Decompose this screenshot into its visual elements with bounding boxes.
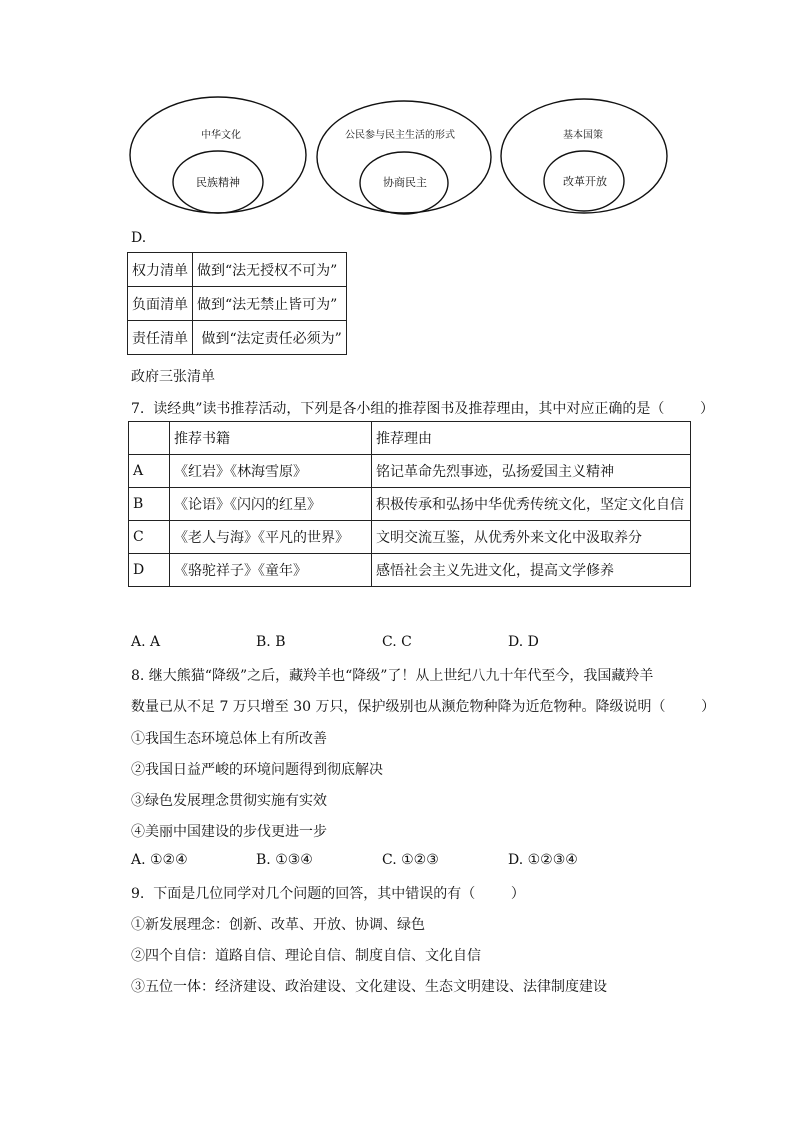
list-text-cell: 做到“法定责任必须为”	[193, 321, 347, 355]
q8-option-d[interactable]: D. ①②③④	[508, 852, 578, 868]
q7-option-c[interactable]: C. C	[382, 634, 412, 650]
books-cell: 《老人与海》《平凡的世界》	[170, 521, 372, 554]
table-row	[129, 521, 691, 554]
table-row	[129, 554, 691, 587]
row-key-cell: C	[129, 521, 170, 554]
reason-cell: 文明交流互鉴，从优秀外来文化中汲取养分	[372, 521, 691, 554]
table-header-row	[129, 422, 691, 455]
q9-stem: 9. 下面是几位同学对几个问题的回答，其中错误的有（ ）	[131, 886, 525, 902]
list-text-cell: 做到“法无禁止皆可为”	[193, 287, 347, 321]
reason-cell: 铭记革命先烈事迹，弘扬爱国主义精神	[372, 455, 691, 488]
book-recommendation-table	[128, 421, 691, 587]
list-name-cell: 负面清单	[128, 287, 193, 321]
q9-item-3: ③五位一体：经济建设、政治建设、文化建设、生态文明建设、法律制度建设	[131, 979, 607, 995]
outer-ellipse-2	[317, 101, 491, 213]
q9-item-2: ②四个自信：道路自信、理论自信、制度自信、文化自信	[131, 948, 481, 964]
table-row	[128, 253, 347, 287]
row-key-cell: B	[129, 488, 170, 521]
q8-option-c[interactable]: C. ①②③	[382, 852, 439, 868]
q7-option-a[interactable]: A. A	[131, 634, 161, 650]
inner-label-1: 民族精神	[196, 176, 240, 189]
books-cell: 《骆驼祥子》《童年》	[170, 554, 372, 587]
header-cell	[129, 422, 170, 455]
government-lists-table	[127, 252, 347, 355]
outer-label-3: 基本国策	[563, 130, 603, 141]
outer-label-2: 公民参与民主生活的形式	[345, 130, 455, 141]
table-row	[129, 455, 691, 488]
list-name-cell: 责任清单	[128, 321, 193, 355]
reason-cell: 积极传承和弘扬中华优秀传统文化，坚定文化自信	[372, 488, 691, 521]
books-cell: 《论语》《闪闪的红星》	[170, 488, 372, 521]
q8-option-b[interactable]: B. ①③④	[256, 852, 313, 868]
books-cell: 《红岩》《林海雪原》	[170, 455, 372, 488]
header-cell: 推荐理由	[372, 422, 691, 455]
row-key-cell: D	[129, 554, 170, 587]
inner-label-2: 协商民主	[383, 176, 427, 189]
concept-diagram	[0, 95, 794, 225]
option-d-label: D.	[131, 230, 147, 246]
q7-option-b[interactable]: B. B	[256, 634, 286, 650]
table-row	[129, 488, 691, 521]
table-caption: 政府三张清单	[131, 369, 215, 385]
row-key-cell: A	[129, 455, 170, 488]
q8-item-2: ②我国日益严峻的环境问题得到彻底解决	[131, 762, 383, 778]
q9-item-1: ①新发展理念：创新、改革、开放、协调、绿色	[131, 917, 425, 933]
q7-option-d[interactable]: D. D	[508, 634, 539, 650]
outer-ellipse-3	[501, 99, 667, 213]
table-row	[128, 321, 347, 355]
q8-stem-line2: 数量已从不足 7 万只增至 30 万只，保护级别也从濒危物种降为近危物种。降级说明（ ）	[131, 699, 716, 715]
list-name-cell: 权力清单	[128, 253, 193, 287]
outer-label-1: 中华文化	[201, 130, 241, 141]
q8-item-3: ③绿色发展理念贯彻实施有实效	[131, 793, 327, 809]
q8-item-1: ①我国生态环境总体上有所改善	[131, 731, 327, 747]
q7-stem: 7. 读经典”读书推荐活动，下列是各小组的推荐图书及推荐理由，其中对应正确的是（ ）	[131, 401, 715, 417]
list-text-cell: 做到“法无授权不可为”	[193, 253, 347, 287]
diagram-svg	[0, 95, 794, 225]
q8-option-a[interactable]: A. ①②④	[131, 852, 188, 868]
inner-label-3: 改革开放	[563, 175, 607, 188]
header-cell: 推荐书籍	[170, 422, 372, 455]
q8-stem-line1: 8. 继大熊猫“降级”之后，藏羚羊也“降级”了！从上世纪八九十年代至今，我国藏羚羊	[131, 668, 654, 684]
q8-item-4: ④美丽中国建设的步伐更进一步	[131, 824, 327, 840]
outer-ellipse-1	[130, 97, 306, 213]
reason-cell: 感悟社会主义先进文化，提高文学修养	[372, 554, 691, 587]
table-row	[128, 287, 347, 321]
